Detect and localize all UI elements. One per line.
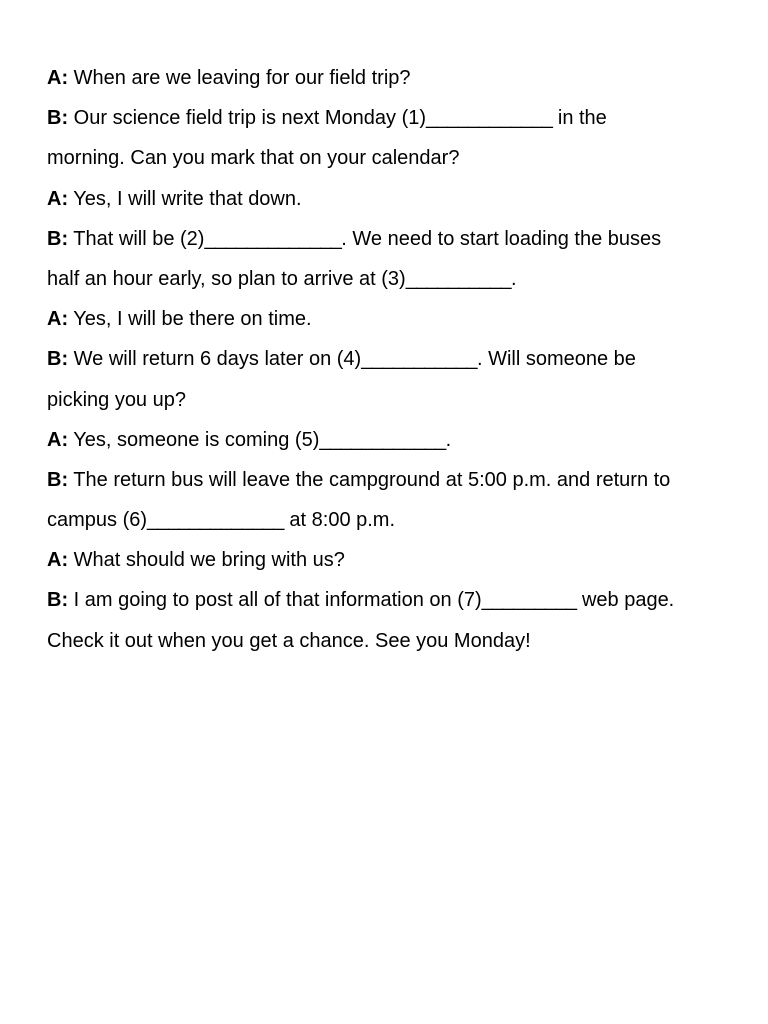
answer-blank-3: __________	[405, 267, 511, 290]
speaker-label: A:	[47, 67, 69, 89]
dialogue-text: Yes, I will be there on time.	[68, 308, 312, 331]
speaker-label: A:	[47, 308, 69, 331]
answer-blank-1: ____________	[426, 107, 553, 130]
dialogue-text: campus (6)	[47, 509, 148, 532]
dialogue-text: What should we bring with us?	[68, 549, 345, 572]
dialogue-line-10	[47, 424, 737, 464]
dialogue-text: picking you up?	[47, 388, 186, 411]
dialogue-line-8	[47, 343, 737, 383]
speaker-label: B:	[47, 227, 69, 250]
dialogue-line-4	[47, 183, 737, 223]
speaker-label: B:	[47, 468, 69, 491]
dialogue-text: Our science field trip is next Monday (1)	[68, 107, 427, 130]
dialogue-text: .	[510, 267, 517, 290]
dialogue-line-11	[47, 464, 737, 504]
answer-blank-5: ____________	[319, 428, 446, 451]
dialogue-text: That will be (2)	[68, 227, 205, 250]
dialogue-text: Yes, I will write that down.	[68, 187, 302, 210]
dialogue-text: morning. Can you mark that on your calendar?	[47, 147, 460, 170]
speaker-label: B:	[47, 107, 69, 130]
dialogue-line-9	[47, 384, 737, 424]
dialogue-text: half an hour early, so plan to arrive at (3)	[47, 267, 406, 290]
worksheet-dialogue	[47, 62, 737, 665]
dialogue-text: web page.	[576, 589, 675, 612]
speaker-label: A:	[47, 549, 69, 572]
dialogue-text: Yes, someone is coming (5)	[68, 428, 320, 451]
answer-blank-7: _________	[481, 589, 577, 612]
dialogue-line-15	[47, 625, 737, 665]
dialogue-text: . We need to start loading the buses	[341, 227, 662, 250]
speaker-label: B:	[47, 589, 69, 612]
dialogue-line-12	[47, 504, 737, 544]
dialogue-text: in the	[552, 107, 607, 130]
dialogue-line-6	[47, 263, 737, 303]
dialogue-text: When are we leaving for our field trip?	[68, 67, 411, 89]
answer-blank-4: ___________	[361, 348, 477, 371]
dialogue-text: The return bus will leave the campground at 5:00 p.m. and return to	[68, 468, 671, 491]
speaker-label: A:	[47, 187, 69, 210]
dialogue-line-3	[47, 142, 737, 182]
speaker-label: A:	[47, 428, 69, 451]
dialogue-line-13	[47, 544, 737, 584]
answer-blank-6: _____________	[147, 509, 284, 532]
dialogue-text: I am going to post all of that information on (7)	[68, 589, 482, 612]
dialogue-text: .	[445, 428, 452, 451]
dialogue-line-5	[47, 223, 737, 263]
speaker-label: B:	[47, 348, 69, 371]
dialogue-text: Check it out when you get a chance. See you Monday!	[47, 629, 531, 652]
dialogue-line-7	[47, 303, 737, 343]
dialogue-text: . Will someone be	[476, 348, 636, 371]
dialogue-text: We will return 6 days later on (4)	[68, 348, 362, 371]
dialogue-text: at 8:00 p.m.	[283, 509, 396, 532]
dialogue-line-2	[47, 102, 737, 142]
dialogue-line-14	[47, 584, 737, 624]
answer-blank-2: _____________	[204, 227, 342, 250]
dialogue-line-1	[47, 62, 737, 102]
